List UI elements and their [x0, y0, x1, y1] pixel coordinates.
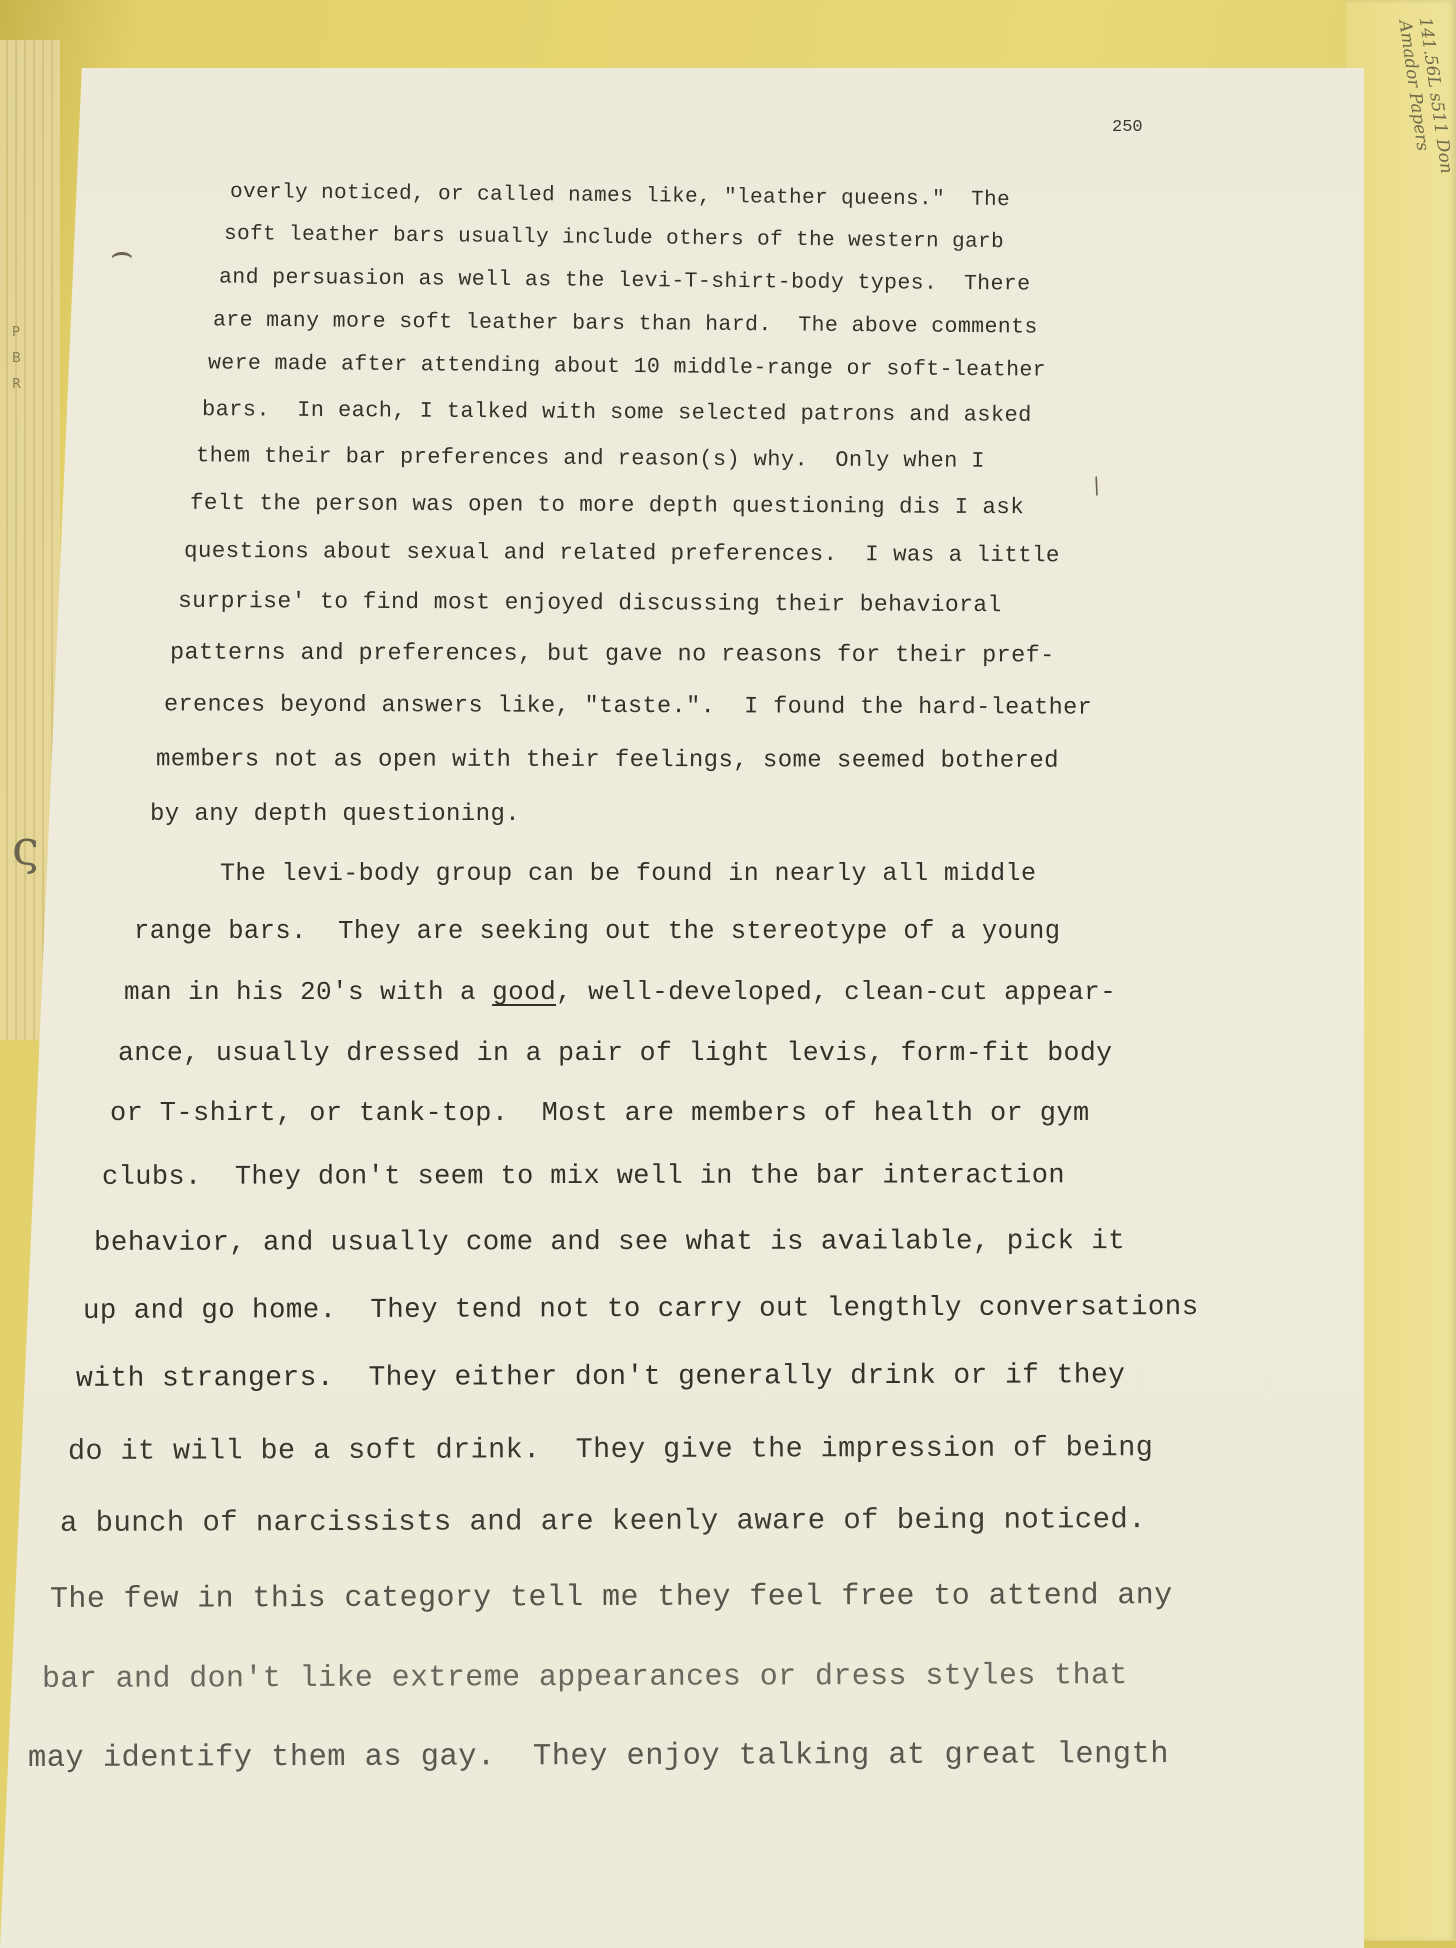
text-line: felt the person was open to more depth questioning dis I ask — [189, 489, 1025, 521]
text-line: behavior, and usually come and see what is available, pick it — [93, 1226, 1126, 1259]
text-line: were made after attending about 10 middle-range or soft-leather — [207, 351, 1047, 383]
underlined-word: good — [492, 977, 557, 1007]
edge-mark: R — [12, 377, 22, 392]
text-line: up and go home. They tend not to carry out lengthly conversations — [82, 1292, 1199, 1327]
text-line: do it will be a soft drink. They give the impression of being — [67, 1431, 1154, 1468]
text-line: erences beyond answers like, "taste.". I found the hard-leather — [163, 691, 1093, 722]
text-line: questions about sexual and related preferences. I was a little — [183, 537, 1060, 569]
text-line-end: , well-developed, clean-cut appear- — [556, 977, 1117, 1007]
text-line: soft leather bars usually include others of the western garb — [223, 222, 1005, 255]
typed-page — [0, 68, 1364, 1948]
text-line: with strangers. They either don't generally drink or if they — [75, 1360, 1126, 1395]
text-line: ance, usually dressed in a pair of light levis, form-fit body — [118, 1038, 1113, 1068]
text-line: or T-shirt, or tank-top. Most are members of health or gym — [110, 1099, 1090, 1129]
text-line: range bars. They are seeking out the stereotype of a young — [134, 917, 1061, 946]
text-line: overly noticed, or called names like, "leather queens." The — [229, 180, 1011, 213]
pencil-check-icon: / — [1088, 473, 1105, 500]
text-line: The levi-body group can be found in nearly all middle — [143, 859, 1037, 888]
text-line: The few in this category tell me they feel free to attend any — [49, 1579, 1173, 1617]
text-line: and persuasion as well as the levi-T-shirt-body types. There — [218, 265, 1031, 297]
text-line: bars. In each, I talked with some selected patrons and asked — [201, 397, 1032, 428]
text-line: bar and don't like extreme appearances or dress styles that — [41, 1659, 1128, 1697]
page-edge-marks — [12, 320, 21, 398]
text-line: patterns and preferences, but gave no reasons for their pref- — [169, 639, 1055, 670]
text-line: by any depth questioning. — [150, 801, 521, 828]
archive-margin-note: 141.56L s511 Don Amador Papers — [1394, 16, 1456, 175]
text-line: may identify them as gay. They enjoy talking at great length — [27, 1738, 1169, 1776]
text-line: surprise' to find most enjoyed discussing their behavioral — [177, 587, 1002, 619]
pencil-bracket-icon: ⌢ — [110, 232, 134, 273]
text-line: are many more soft leather bars than hard. The above comments — [212, 308, 1038, 340]
text-line: a bunch of narcissists and are keenly aware of being noticed. — [59, 1503, 1147, 1540]
edge-mark: P — [12, 325, 20, 340]
text-line-start: man in his 20's with a — [124, 977, 493, 1007]
text-line: clubs. They don't seem to mix well in the bar interaction — [101, 1161, 1065, 1193]
edge-mark: B — [12, 351, 21, 366]
text-line: them their bar preferences and reason(s) why. Only when I — [195, 443, 986, 474]
pencil-bracket-icon: ς — [12, 820, 39, 876]
text-line: members not as open with their feelings, some seemed bothered — [155, 746, 1059, 775]
page-number: 250 — [1112, 118, 1143, 137]
